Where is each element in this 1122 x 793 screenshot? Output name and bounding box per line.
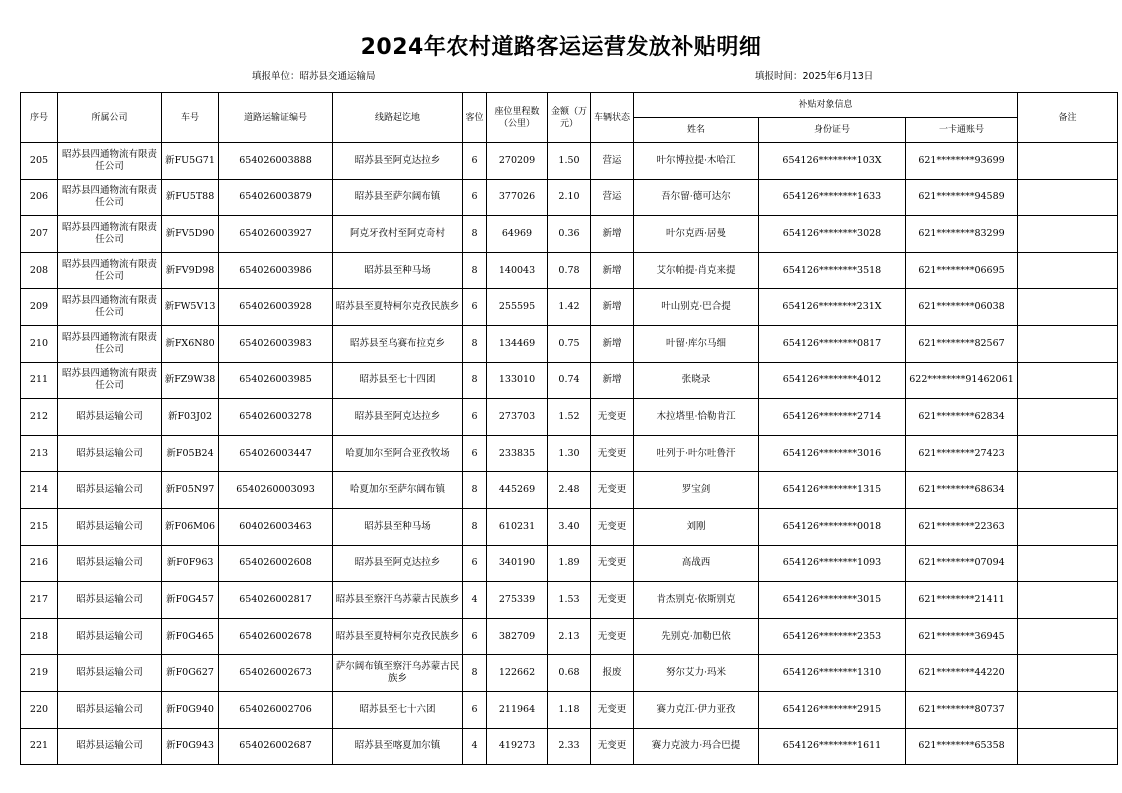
cell-amount: 1.42 [548,289,591,326]
cell-seq: 220 [21,691,58,728]
table-row [21,399,1118,436]
cell-status: 无变更 [591,618,634,655]
cell-seats: 4 [463,728,487,765]
cell-plate: 新F03J02 [162,399,219,436]
table-row [21,691,1118,728]
header-company: 所属公司 [58,93,162,143]
cell-seq: 205 [21,143,58,180]
cell-route: 昭苏县至夏特柯尔克孜民族乡 [333,618,463,655]
cell-seat-km: 419273 [487,728,548,765]
cell-license: 654026003278 [219,399,333,436]
cell-seq: 209 [21,289,58,326]
cell-company: 昭苏县四通物流有限责任公司 [58,325,162,362]
cell-seq: 208 [21,252,58,289]
cell-card-no: 622********91462061 [906,362,1018,399]
cell-card-no: 621********80737 [906,691,1018,728]
cell-amount: 1.53 [548,582,591,619]
cell-seq: 206 [21,179,58,216]
header-seat-km: 座位里程数（公里） [487,93,548,143]
cell-route: 昭苏县至七十四团 [333,362,463,399]
cell-status: 新增 [591,252,634,289]
cell-card-no: 621********83299 [906,216,1018,253]
cell-license: 654026003888 [219,143,333,180]
header-amount: 金额（万元） [548,93,591,143]
cell-plate: 新F05N97 [162,472,219,509]
cell-status: 营运 [591,143,634,180]
table-row [21,508,1118,545]
table-row [21,618,1118,655]
cell-card-no: 621********65358 [906,728,1018,765]
cell-company: 昭苏县运输公司 [58,545,162,582]
cell-card-no: 621********06695 [906,252,1018,289]
cell-company: 昭苏县运输公司 [58,618,162,655]
cell-company: 昭苏县运输公司 [58,399,162,436]
cell-status: 无变更 [591,582,634,619]
cell-status: 新增 [591,325,634,362]
cell-seat-km: 122662 [487,655,548,692]
cell-id-no: 654126********1093 [759,545,906,582]
cell-name: 赛力克波力·玛合巴提 [634,728,759,765]
cell-remark [1018,582,1118,619]
cell-plate: 新F05B24 [162,435,219,472]
cell-company: 昭苏县四通物流有限责任公司 [58,216,162,253]
cell-status: 无变更 [591,399,634,436]
cell-name: 叶尔博拉提·木哈江 [634,143,759,180]
cell-id-no: 654126********103X [759,143,906,180]
cell-seq: 207 [21,216,58,253]
cell-id-no: 654126********4012 [759,362,906,399]
cell-status: 无变更 [591,728,634,765]
cell-license: 654026002673 [219,655,333,692]
cell-status: 无变更 [591,472,634,509]
cell-amount: 1.30 [548,435,591,472]
cell-status: 新增 [591,216,634,253]
cell-id-no: 654126********1633 [759,179,906,216]
fill-unit: 填报单位：昭苏县交通运输局 [252,71,376,82]
subsidy-table [20,92,1118,765]
cell-plate: 新F06M06 [162,508,219,545]
header-remark: 备注 [1018,93,1118,143]
cell-amount: 0.74 [548,362,591,399]
cell-status: 营运 [591,179,634,216]
cell-id-no: 654126********1310 [759,655,906,692]
cell-license: 654026002817 [219,582,333,619]
table-row [21,582,1118,619]
cell-card-no: 621********93699 [906,143,1018,180]
cell-plate: 新FU5T88 [162,179,219,216]
cell-seat-km: 233835 [487,435,548,472]
cell-amount: 3.40 [548,508,591,545]
cell-remark [1018,289,1118,326]
cell-name: 先别克·加勒巴依 [634,618,759,655]
cell-seats: 8 [463,216,487,253]
cell-seat-km: 64969 [487,216,548,253]
table-row [21,216,1118,253]
cell-route: 萨尔阔布镇至察汗乌苏蒙古民族乡 [333,655,463,692]
cell-name: 艾尔帕提·肖克来提 [634,252,759,289]
cell-company: 昭苏县运输公司 [58,508,162,545]
cell-seat-km: 134469 [487,325,548,362]
cell-amount: 2.10 [548,179,591,216]
cell-name: 刘刚 [634,508,759,545]
cell-remark [1018,508,1118,545]
cell-license: 654026003985 [219,362,333,399]
cell-id-no: 654126********3015 [759,582,906,619]
cell-seat-km: 270209 [487,143,548,180]
cell-route: 昭苏县至夏特柯尔克孜民族乡 [333,289,463,326]
header-seq: 序号 [21,93,58,143]
fill-date: 填报时间：2025年6月13日 [755,71,874,82]
cell-seq: 221 [21,728,58,765]
cell-status: 新增 [591,362,634,399]
cell-card-no: 621********94589 [906,179,1018,216]
cell-seat-km: 211964 [487,691,548,728]
cell-id-no: 654126********1611 [759,728,906,765]
cell-remark [1018,618,1118,655]
cell-license: 654026003879 [219,179,333,216]
cell-name: 努尔艾力·玛米 [634,655,759,692]
cell-seat-km: 140043 [487,252,548,289]
table-row [21,655,1118,692]
cell-remark [1018,435,1118,472]
cell-seats: 6 [463,179,487,216]
cell-plate: 新FV9D98 [162,252,219,289]
table-row [21,179,1118,216]
cell-amount: 1.89 [548,545,591,582]
cell-seats: 6 [463,618,487,655]
cell-seats: 8 [463,325,487,362]
cell-license: 654026002687 [219,728,333,765]
cell-seat-km: 445269 [487,472,548,509]
cell-amount: 1.50 [548,143,591,180]
cell-seq: 218 [21,618,58,655]
cell-route: 哈夏加尔至阿合亚孜牧场 [333,435,463,472]
cell-seq: 210 [21,325,58,362]
cell-route: 昭苏县至喀夏加尔镇 [333,728,463,765]
cell-remark [1018,728,1118,765]
cell-seat-km: 273703 [487,399,548,436]
table-row [21,289,1118,326]
cell-remark [1018,216,1118,253]
cell-seats: 6 [463,545,487,582]
cell-route: 昭苏县至阿克达拉乡 [333,399,463,436]
cell-plate: 新F0G465 [162,618,219,655]
table-row [21,325,1118,362]
cell-card-no: 621********62834 [906,399,1018,436]
cell-seq: 215 [21,508,58,545]
cell-company: 昭苏县运输公司 [58,435,162,472]
cell-remark [1018,399,1118,436]
cell-company: 昭苏县运输公司 [58,691,162,728]
cell-amount: 2.48 [548,472,591,509]
cell-route: 昭苏县至阿克达拉乡 [333,545,463,582]
cell-status: 新增 [591,289,634,326]
cell-route: 昭苏县至察汗乌苏蒙古民族乡 [333,582,463,619]
cell-route: 阿克牙孜村至阿克奇村 [333,216,463,253]
cell-license: 654026002608 [219,545,333,582]
cell-name: 肯杰别克·依斯别克 [634,582,759,619]
cell-seat-km: 275339 [487,582,548,619]
table-row [21,728,1118,765]
cell-company: 昭苏县运输公司 [58,472,162,509]
cell-route: 昭苏县至七十六团 [333,691,463,728]
cell-plate: 新F0G943 [162,728,219,765]
cell-remark [1018,655,1118,692]
cell-seat-km: 382709 [487,618,548,655]
cell-id-no: 654126********2915 [759,691,906,728]
cell-plate: 新F0G627 [162,655,219,692]
cell-card-no: 621********27423 [906,435,1018,472]
cell-id-no: 654126********0817 [759,325,906,362]
header-plate: 车号 [162,93,219,143]
cell-seats: 6 [463,289,487,326]
cell-card-no: 621********44220 [906,655,1018,692]
cell-seats: 6 [463,143,487,180]
cell-route: 昭苏县至乌赛布拉克乡 [333,325,463,362]
cell-card-no: 621********82567 [906,325,1018,362]
header-id-no: 身份证号 [759,118,906,143]
cell-company: 昭苏县四通物流有限责任公司 [58,289,162,326]
cell-name: 吾尔留·德可达尔 [634,179,759,216]
cell-company: 昭苏县四通物流有限责任公司 [58,362,162,399]
cell-license: 654026002706 [219,691,333,728]
cell-license: 654026003983 [219,325,333,362]
cell-company: 昭苏县四通物流有限责任公司 [58,143,162,180]
cell-seats: 8 [463,655,487,692]
cell-card-no: 621********22363 [906,508,1018,545]
cell-seq: 214 [21,472,58,509]
cell-status: 无变更 [591,691,634,728]
cell-company: 昭苏县四通物流有限责任公司 [58,252,162,289]
header-license: 道路运输证编号 [219,93,333,143]
cell-seat-km: 340190 [487,545,548,582]
table-row [21,143,1118,180]
cell-remark [1018,325,1118,362]
cell-seq: 211 [21,362,58,399]
cell-route: 哈夏加尔至萨尔阔布镇 [333,472,463,509]
cell-remark [1018,143,1118,180]
cell-id-no: 654126********231X [759,289,906,326]
cell-name: 木拉塔里·恰勒肯江 [634,399,759,436]
cell-license: 6540260003093 [219,472,333,509]
cell-remark [1018,545,1118,582]
cell-company: 昭苏县运输公司 [58,582,162,619]
cell-name: 叶尔克西·居曼 [634,216,759,253]
cell-name: 叶留·库尔马细 [634,325,759,362]
cell-plate: 新F0F963 [162,545,219,582]
cell-plate: 新FV5D90 [162,216,219,253]
cell-seats: 6 [463,435,487,472]
cell-name: 高战西 [634,545,759,582]
page-title: 2024年农村道路客运运营发放补贴明细 [360,35,762,60]
cell-license: 604026003463 [219,508,333,545]
header-name: 姓名 [634,118,759,143]
header-card-no: 一卡通账号 [906,118,1018,143]
cell-seats: 6 [463,691,487,728]
cell-id-no: 654126********3016 [759,435,906,472]
table-row [21,545,1118,582]
cell-plate: 新FU5G71 [162,143,219,180]
cell-seq: 217 [21,582,58,619]
header-subsidy-group: 补贴对象信息 [634,93,1018,118]
cell-card-no: 621********06038 [906,289,1018,326]
cell-amount: 2.33 [548,728,591,765]
cell-card-no: 621********68634 [906,472,1018,509]
cell-id-no: 654126********1315 [759,472,906,509]
cell-seq: 216 [21,545,58,582]
cell-amount: 2.13 [548,618,591,655]
table-row [21,362,1118,399]
table-row [21,252,1118,289]
cell-seq: 213 [21,435,58,472]
cell-remark [1018,691,1118,728]
cell-plate: 新FZ9W38 [162,362,219,399]
cell-amount: 1.18 [548,691,591,728]
table-row [21,435,1118,472]
cell-remark [1018,472,1118,509]
cell-license: 654026003928 [219,289,333,326]
cell-id-no: 654126********0018 [759,508,906,545]
cell-seats: 4 [463,582,487,619]
cell-card-no: 621********36945 [906,618,1018,655]
cell-remark [1018,252,1118,289]
cell-seq: 212 [21,399,58,436]
cell-plate: 新FX6N80 [162,325,219,362]
header-route: 线路起讫地 [333,93,463,143]
cell-card-no: 621********21411 [906,582,1018,619]
cell-name: 张晓录 [634,362,759,399]
cell-status: 无变更 [591,435,634,472]
cell-route: 昭苏县至萨尔阔布镇 [333,179,463,216]
cell-id-no: 654126********2714 [759,399,906,436]
cell-status: 无变更 [591,508,634,545]
table-row [21,472,1118,509]
cell-amount: 0.36 [548,216,591,253]
cell-remark [1018,179,1118,216]
cell-seats: 6 [463,399,487,436]
cell-route: 昭苏县至阿克达拉乡 [333,143,463,180]
cell-route: 昭苏县至种马场 [333,252,463,289]
cell-seats: 8 [463,252,487,289]
cell-name: 吐列于·叶尔吐鲁汗 [634,435,759,472]
cell-amount: 0.78 [548,252,591,289]
cell-id-no: 654126********3518 [759,252,906,289]
cell-license: 654026002678 [219,618,333,655]
cell-plate: 新F0G457 [162,582,219,619]
cell-id-no: 654126********3028 [759,216,906,253]
cell-company: 昭苏县运输公司 [58,728,162,765]
cell-seat-km: 255595 [487,289,548,326]
cell-id-no: 654126********2353 [759,618,906,655]
cell-amount: 1.52 [548,399,591,436]
cell-plate: 新FW5V13 [162,289,219,326]
cell-name: 叶山别克·巴合提 [634,289,759,326]
cell-license: 654026003986 [219,252,333,289]
cell-seats: 8 [463,362,487,399]
cell-seat-km: 133010 [487,362,548,399]
cell-status: 报废 [591,655,634,692]
cell-company: 昭苏县运输公司 [58,655,162,692]
cell-seat-km: 610231 [487,508,548,545]
cell-amount: 0.75 [548,325,591,362]
header-status: 车辆状态 [591,93,634,143]
cell-remark [1018,362,1118,399]
table-body [21,143,1118,765]
cell-license: 654026003927 [219,216,333,253]
cell-card-no: 621********07094 [906,545,1018,582]
header-seats: 客位 [463,93,487,143]
cell-seat-km: 377026 [487,179,548,216]
cell-name: 罗宝剑 [634,472,759,509]
cell-status: 无变更 [591,545,634,582]
cell-seq: 219 [21,655,58,692]
cell-name: 赛力克江·伊力亚孜 [634,691,759,728]
cell-amount: 0.68 [548,655,591,692]
cell-license: 654026003447 [219,435,333,472]
cell-plate: 新F0G940 [162,691,219,728]
cell-route: 昭苏县至种马场 [333,508,463,545]
cell-company: 昭苏县四通物流有限责任公司 [58,179,162,216]
cell-seats: 8 [463,472,487,509]
cell-seats: 8 [463,508,487,545]
